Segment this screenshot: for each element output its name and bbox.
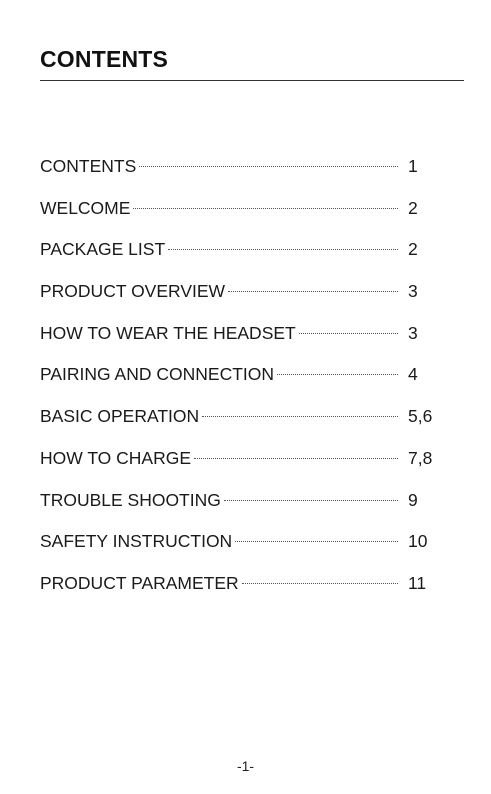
toc-entry-title: HOW TO CHARGE [40, 447, 192, 468]
page-number: -1- [236, 758, 255, 774]
toc-entry-page: 4 [408, 364, 418, 385]
toc-entry-title: PRODUCT PARAMETER [40, 572, 239, 593]
toc-entry-trouble-shooting[interactable] [40, 488, 450, 530]
toc-entry-page: 5,6 [408, 406, 433, 427]
toc-entry-page: 2 [408, 239, 418, 260]
toc-entry-title: BASIC OPERATION [40, 406, 200, 427]
toc-entry-basic-operation[interactable] [40, 404, 450, 446]
dot-leader [194, 458, 398, 459]
toc-entry-page: 1 [408, 156, 418, 176]
toc-entry-page: 3 [408, 322, 418, 343]
toc-entry-page: 3 [408, 281, 418, 302]
toc-entry-page: 10 [408, 531, 428, 552]
toc-entry-product-parameter[interactable] [40, 571, 450, 613]
toc-entry-title: PAIRING AND CONNECTION [40, 364, 275, 385]
dot-leader [299, 333, 398, 334]
toc-entry-welcome[interactable] [40, 196, 450, 238]
toc-entry-title: HOW TO WEAR THE HEADSET [40, 322, 296, 343]
page-heading: CONTENTS [40, 46, 169, 72]
toc-entry-page: 2 [408, 197, 418, 218]
toc-entry-how-to-wear[interactable] [40, 321, 450, 363]
dot-leader [228, 291, 398, 292]
toc-entry-page: 9 [408, 489, 418, 510]
dot-leader [224, 500, 398, 501]
toc-entry-page: 7,8 [408, 447, 433, 468]
toc-entry-page: 11 [408, 572, 427, 593]
toc-entry-how-to-charge[interactable] [40, 446, 450, 488]
heading-divider [40, 80, 464, 81]
dot-leader [235, 541, 398, 542]
toc-entry-title: TROUBLE SHOOTING [40, 489, 221, 510]
toc-entry-title: PRODUCT OVERVIEW [40, 281, 226, 302]
toc-entry-product-overview[interactable] [40, 279, 450, 321]
toc-entry-title: PACKAGE LIST [40, 239, 166, 260]
dot-leader [133, 208, 398, 209]
toc-entry-title: CONTENTS [40, 156, 137, 176]
dot-leader [242, 583, 398, 584]
toc-entry-contents[interactable] [40, 154, 450, 196]
toc-entry-pairing-and-connection[interactable] [40, 362, 450, 404]
dot-leader [277, 374, 398, 375]
dot-leader [168, 249, 398, 250]
toc-entry-package-list[interactable] [40, 237, 450, 279]
toc-entry-safety-instruction[interactable] [40, 529, 450, 571]
toc-entry-title: WELCOME [40, 197, 131, 218]
toc-entry-title: SAFETY INSTRUCTION [40, 531, 233, 552]
dot-leader [202, 416, 398, 417]
dot-leader [139, 166, 398, 167]
table-of-contents [40, 154, 450, 613]
